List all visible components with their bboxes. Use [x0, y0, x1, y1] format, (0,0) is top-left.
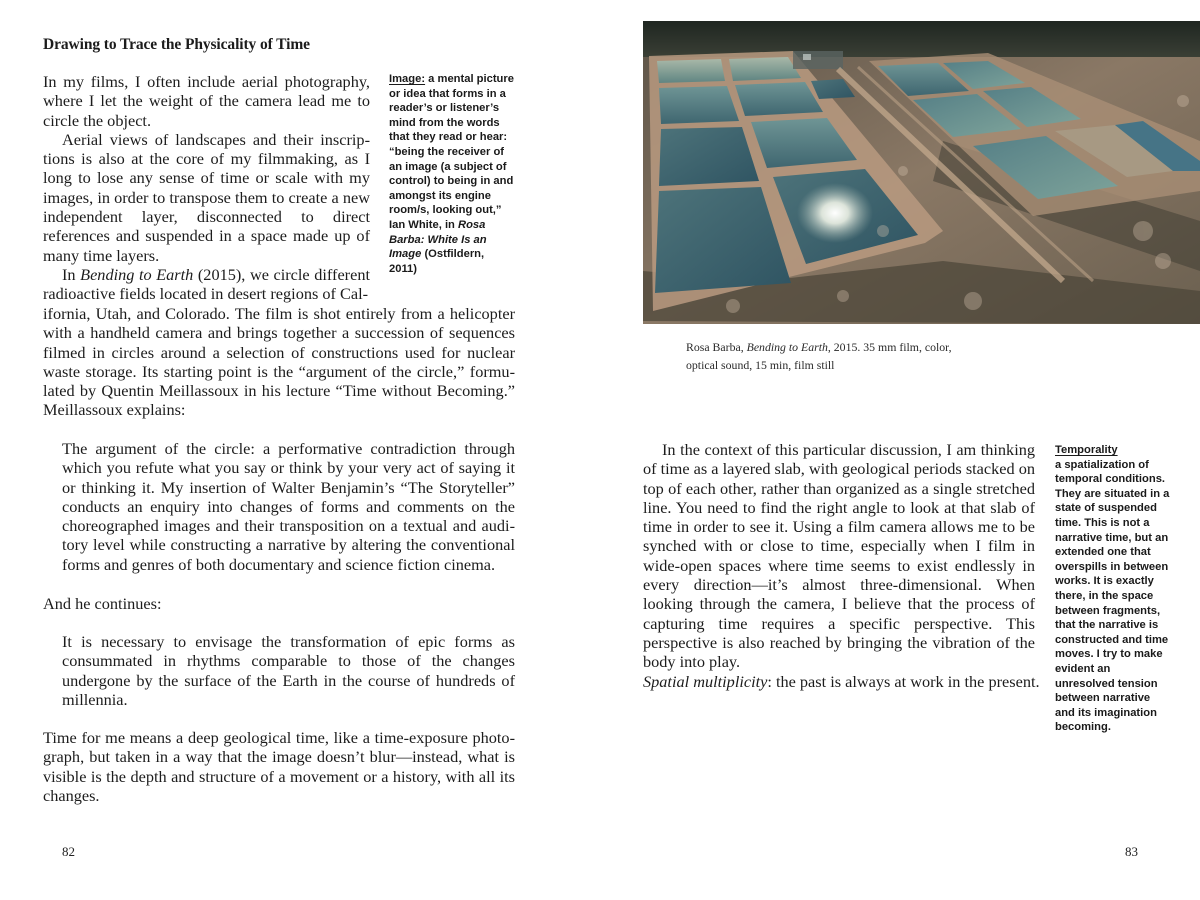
blockquote-epic-forms: It is necessary to envisage the transformation of epic forms as consummated in rhythms comparable to those of the changes undergone by the surface of the Earth in the course of hundreds of millennia. — [62, 632, 515, 709]
paragraph-bending-to-earth-start — [43, 265, 370, 304]
caption-film-title: Bending to Earth — [746, 340, 828, 354]
paragraph-text: Aerial views of landscapes and their inscriptions is also at the core of my filmmaking, as I long to lose any sense of time or scale with my images, in order to transpose them to create a new independent layer, disconnected to direct references and suspended in a space made up of many time layers. — [43, 129, 370, 265]
sidenote-temporality — [1055, 443, 1170, 735]
intro-column — [43, 72, 370, 304]
sidenote-image — [389, 72, 514, 276]
sidenote-source-rest: (Ostfildern, 2011) — [389, 248, 485, 275]
sidenote-term: Temporality — [1055, 444, 1118, 456]
page-number-left: 82 — [62, 844, 75, 859]
right-page — [600, 0, 1200, 900]
paragraph-text: (2015), we circle different radioactive fields located in desert regions of Cal- — [43, 264, 370, 304]
section-heading: Drawing to Trace the Physicality of Time — [43, 36, 310, 53]
sidenote-definition: a spatialization of temporal conditions. They are situated in a state of suspended time. This is not a narrative time, but an extended one that overspills in between works. It is exactly there, in the space between fragments, that the narrative is constructed and time moves. I try to make evident an unresolved tension between narrative and its imagination becoming. — [1055, 458, 1170, 734]
blockquote-argument-of-circle: The argument of the circle: a performative contradiction through which you refute what you say or think by your very act of saying it or thinking it. My insertion of Walter Benjamin’s “The Storyteller” conducts an enquiry into changes of forms and comments on the choreographed images and their transposition on a textual and auditory level while constructing a narrative by altering the conventional forms and genres of both documentary and science fiction cinema. — [62, 439, 515, 574]
sidenote-source-title: Rosa Barba: White Is an Image — [389, 218, 487, 261]
paragraph-aerial-photography — [43, 72, 370, 130]
sidenote-definition: a mental picture or idea that forms in a reader’s or listener’s mind from the words that they read or hear: — [389, 73, 514, 144]
paragraph-layered-slab — [643, 440, 1035, 672]
paragraph-text: : the past is always at work in the present. — [767, 672, 1040, 691]
caption-author: Rosa Barba, — [686, 340, 747, 354]
paragraph-text: In my films, I often include aerial photography, where I let the weight of the camera lead me to circle the object. — [43, 72, 370, 130]
caption-details: , 2015. 35 mm film, color, optical sound, 15 min, film still — [686, 340, 952, 372]
paragraph-bending-to-earth-cont: ifornia, Utah, and Colorado. The film is shot entirely from a helicopter with a handheld camera and brings together a succession of sequences filmed in circles around a selection of constructions used for nuclear waste storage. Its starting point is the “argument of the circle,” formulated by Quentin Meillassoux in his lecture “Time without Becoming.” Meillassoux explains: — [43, 304, 515, 420]
sidenote-quote: “being the receiver of an image (a subject of control) to being in and amongst its engine room/s, looking out,” Ian White, in — [389, 145, 514, 231]
film-title: Bending to Earth — [80, 264, 194, 284]
figure-caption — [686, 339, 986, 374]
paragraph-geological-time: Time for me means a deep geological time, like a time-exposure photograph, but taken in a way that the image doesn’t blur—instead, what is visible is the depth and structure of a movement or a history, with all its changes. — [43, 728, 515, 805]
paragraph-aerial-views — [43, 130, 370, 265]
term-spatial-multiplicity: Spatial multiplicity — [643, 672, 768, 691]
right-main-column — [643, 440, 1035, 672]
paragraph-he-continues: And he continues: — [43, 594, 162, 613]
film-still-photo — [643, 21, 1200, 324]
paragraph-text: In the context of this particular discussion, I am thinking of time as a layered slab, with geological periods stacked on top of each other, rather than organized as a single stretched line. You need to find the right angle to look at that slab of time in order to see it. Using a film camera allows me to be synched with or close to time, especially when I film in wide-open spaces where time seems to exist endlessly in every direction—it’s almost three-dimensional. When looking through the camera, I believe that the process of capturing time requires a specific perspective. This perspective is also reached by bringing the vibration of the body into play. — [643, 440, 1035, 672]
sidenote-term: Image: — [389, 73, 426, 85]
paragraph-spatial-multiplicity — [643, 672, 1043, 691]
paragraph-text: In — [62, 264, 81, 284]
main-column — [43, 304, 515, 420]
page-number-right: 83 — [1125, 844, 1138, 859]
aerial-ponds-illustration — [643, 21, 1200, 324]
